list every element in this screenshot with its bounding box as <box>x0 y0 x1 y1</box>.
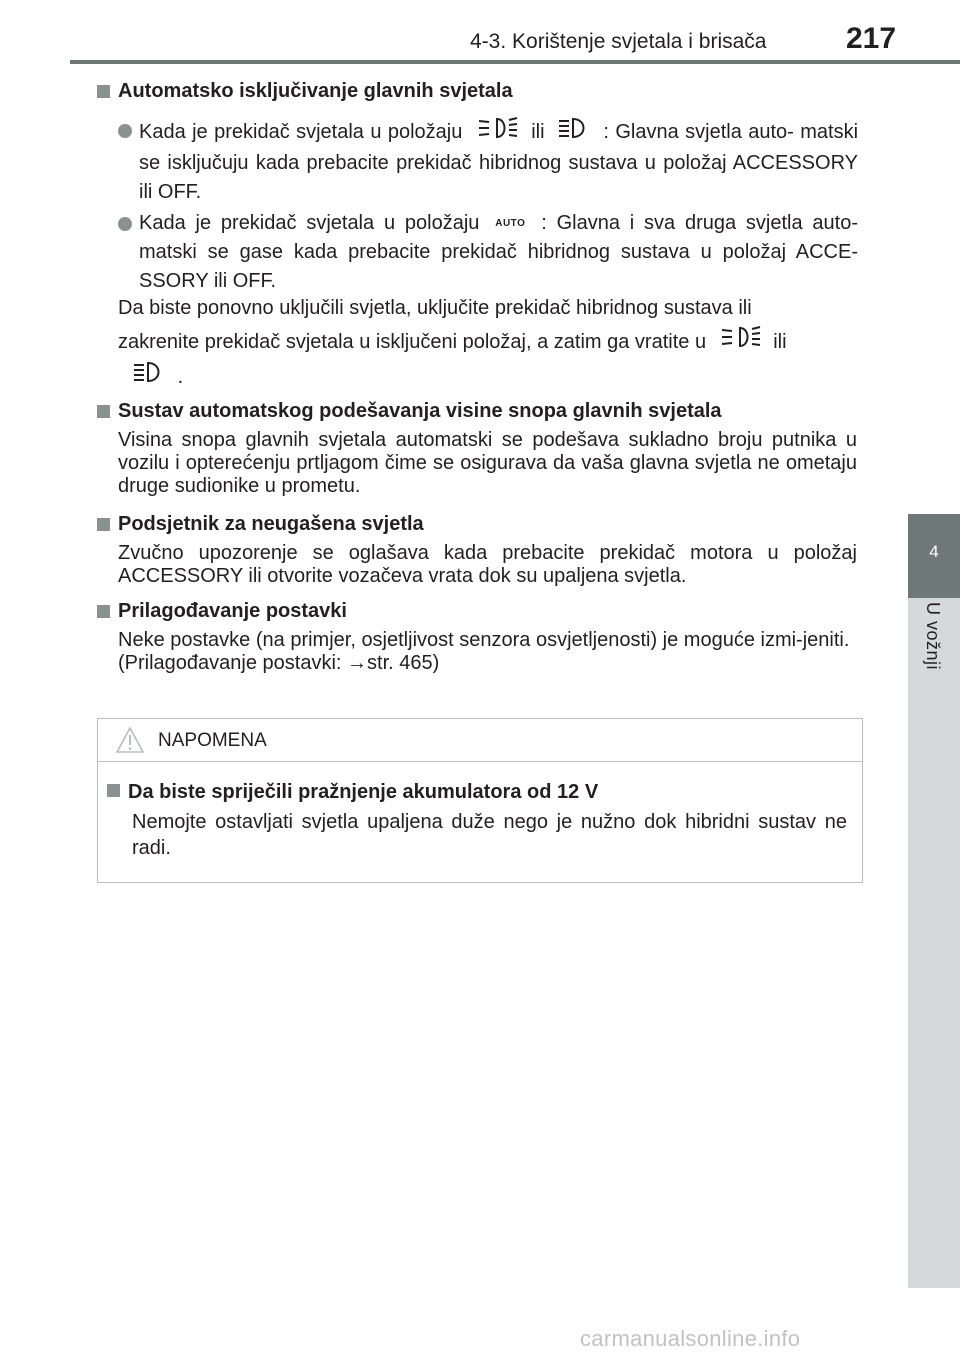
square-bullet-icon <box>97 405 110 418</box>
section-customization <box>97 600 857 675</box>
round-bullet-icon <box>118 217 132 231</box>
auto-icon: AUTO <box>495 218 526 230</box>
notice-text: Nemojte ostavljati svjetla upaljena duže nego je nužno dok hibridni sustav ne radi. <box>132 811 847 859</box>
section-lights-reminder <box>97 513 857 588</box>
watermark: carmanualsonline.info <box>580 1326 801 1351</box>
bullet-item <box>118 116 858 207</box>
section-text: Zvučno upozorenje se oglašava kada prebacite prekidač motora u položaj ACCESSORY ili otvorite vozačeva vrata dok su upaljena svjetla. <box>118 542 857 587</box>
bullet-text: matski se gase kada prebacite prekidač hibridnog sustava u položaj ACCE-SSORY ili OFF. <box>139 241 858 293</box>
section-heading-text: Automatsko isključivanje glavnih svjetala <box>118 80 513 102</box>
square-bullet-icon <box>107 784 120 797</box>
section-heading <box>97 600 857 623</box>
chapter-number: 4 <box>929 542 939 561</box>
bullet-text: : Glavna svjetla auto- <box>603 120 794 143</box>
bullet-text: : Glavna i sva druga svjetla auto- <box>541 212 859 234</box>
high-beam-icon <box>132 360 166 395</box>
bullet-text: Kada je prekidač svjetala u položaju <box>139 212 480 234</box>
section-heading-text: Sustav automatskog podešavanja visine snopa glavnih svjetala <box>118 400 722 422</box>
reactivate-note <box>118 292 858 395</box>
bullet-text: matski se isključuju kada prebacite prekidač hibridnog sustava u položaj ACCESSORY ili OFF. <box>139 120 859 203</box>
warning-triangle-icon <box>115 726 145 759</box>
note-text: zakrenite prekidač svjetala u isključeni položaj, a zatim ga vratite u <box>118 330 707 353</box>
bullet-text: ili <box>531 120 545 143</box>
bullet-item <box>118 209 858 296</box>
header-rule <box>70 60 960 64</box>
notice-heading <box>107 779 847 805</box>
notice-header <box>98 719 862 762</box>
notice-label: NAPOMENA <box>158 730 267 751</box>
note-line <box>118 360 858 395</box>
note-line: Da biste ponovno uključili svjetla, uključite prekidač hibridnog sustava ili <box>118 297 752 319</box>
notice-body <box>107 779 847 861</box>
note-text: ili <box>773 330 787 353</box>
section-beam-levelling <box>97 400 857 498</box>
square-bullet-icon <box>97 605 110 618</box>
round-bullet-icon <box>118 124 132 138</box>
header-title: 4-3. Korištenje svjetala i brisača <box>470 30 767 53</box>
bullet-text: Kada je prekidač svjetala u položaju <box>139 120 463 143</box>
chapter-bar <box>908 598 960 1288</box>
headlight-icon <box>718 325 762 360</box>
notice-box <box>97 718 863 883</box>
section-text: Visina snopa glavnih svjetala automatski se podešava sukladno broju putnika u vozilu i opterećenju prtljagom čime se osigurava da vaša glavna svjetla ne ometaju druge sudionike u prometu. <box>118 429 857 497</box>
section-heading <box>97 513 857 536</box>
headlight-icon <box>475 116 519 149</box>
note-line <box>118 325 858 360</box>
square-bullet-icon <box>97 85 110 98</box>
notice-heading-text: Da biste spriječili pražnjenje akumulatora od 12 V <box>128 781 599 803</box>
page-number: 217 <box>846 22 897 55</box>
chapter-label: U vožnji <box>923 602 943 671</box>
page-reference: (Prilagođavanje postavki: →str. 465) <box>118 652 440 674</box>
section-automatic-off <box>97 80 857 103</box>
note-text: . <box>177 365 184 388</box>
section-heading-text: Prilagođavanje postavki <box>118 600 347 622</box>
section-text: Neke postavke (na primjer, osjetljivost senzora osvjetljenosti) je moguće izmi-jeniti. <box>118 629 850 651</box>
square-bullet-icon <box>97 518 110 531</box>
section-heading <box>97 80 857 103</box>
section-heading-text: Podsjetnik za neugašena svjetla <box>118 513 424 535</box>
chapter-tab <box>908 514 960 598</box>
section-heading <box>97 400 857 423</box>
high-beam-icon <box>557 116 591 149</box>
